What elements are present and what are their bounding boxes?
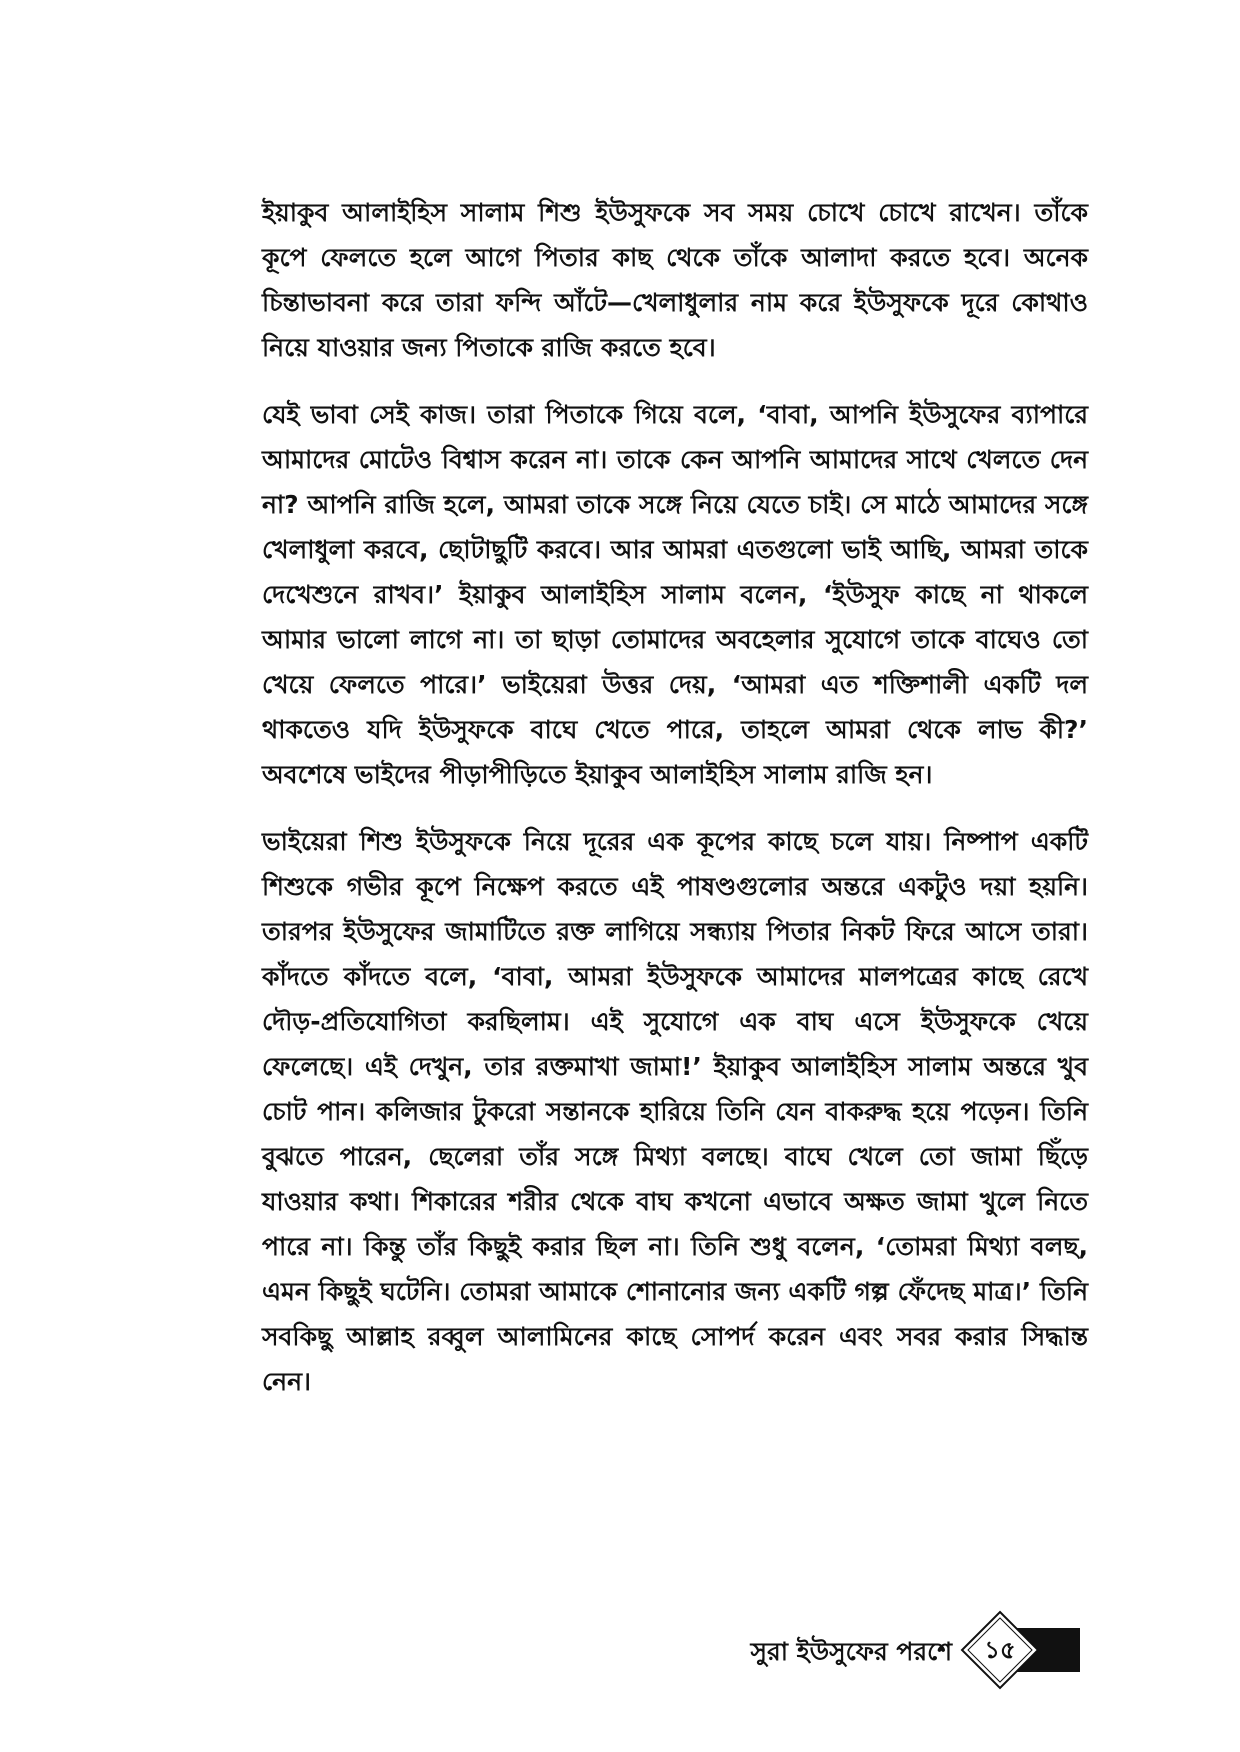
page-footer <box>0 1610 1240 1690</box>
body-text <box>262 190 1088 1426</box>
paragraph-3: ভাইয়েরা শিশু ইউসুফকে নিয়ে দূরের এক কূপের কাছে চলে যায়। নিষ্পাপ একটি শিশুকে গভীর কূপে নিক্ষেপ করতে এই পাষণ্ডগুলোর অন্তরে একটুও দয়া হয়নি। তারপর ইউসুফের জামাটিতে রক্ত লাগিয়ে সন্ধ্যায় পিতার নিকট ফিরে আসে তারা। কাঁদতে কাঁদতে বলে, ‘বাবা, আমরা ইউসুফকে আমাদের মালপত্রের কাছে রেখে দৌড়-প্রতিযোগিতা করছিলাম। এই সুযোগে এক বাঘ এসে ইউসুফকে খেয়ে ফেলেছে। এই দেখুন, তার রক্তমাখা জামা!’ ইয়াকুব আলাইহিস সালাম অন্তরে খুব চোট পান। কলিজার টুকরো সন্তানকে হারিয়ে তিনি যেন বাকরুদ্ধ হয়ে পড়েন। তিনি বুঝতে পারেন, ছেলেরা তাঁর সঙ্গে মিথ্যা বলছে। বাঘে খেলে তো জামা ছিঁড়ে যাওয়ার কথা। শিকারের শরীর থেকে বাঘ কখনো এভাবে অক্ষত জামা খুলে নিতে পারে না। কিন্তু তাঁর কিছুই করার ছিল না। তিনি শুধু বলেন, ‘তোমরা মিথ্যা বলছ, এমন কিছুই ঘটেনি। তোমরা আমাকে শোনানোর জন্য একটি গল্প ফেঁদেছ মাত্র।’ তিনি সবকিছু আল্লাহ রব্বুল আলামিনের কাছে সোপর্দ করেন এবং সবর করার সিদ্ধান্ত নেন। <box>262 827 1089 1396</box>
page-number-ornament <box>960 1610 1120 1690</box>
paragraph-2: যেই ভাবা সেই কাজ। তারা পিতাকে গিয়ে বলে, ‘বাবা, আপনি ইউসুফের ব্যাপারে আমাদের মোটেও বিশ্বাস করেন না। তাকে কেন আপনি আমাদের সাথে খেলতে দেন না? আপনি রাজি হলে, আমরা তাকে সঙ্গে নিয়ে যেতে চাই। সে মাঠে আমাদের সঙ্গে খেলাধুলা করবে, ছোটাছুটি করবে। আর আমরা এতগুলো ভাই আছি, আমরা তাকে দেখেশুনে রাখব।’ ইয়াকুব আলাইহিস সালাম বলেন, ‘ইউসুফ কাছে না থাকলে আমার ভালো লাগে না। তা ছাড়া তোমাদের অবহেলার সুযোগে তাকে বাঘেও তো খেয়ে ফেলতে পারে।’ ভাইয়েরা উত্তর দেয়, ‘আমরা এত শক্তিশালী একটি দল থাকতেও যদি ইউসুফকে বাঘে খেতে পারে, তাহলে আমরা থেকে লাভ কী?’ অবশেষে ভাইদের পীড়াপীড়িতে ইয়াকুব আলাইহিস সালাম রাজি হন। <box>262 400 1089 789</box>
paragraph-1: ইয়াকুব আলাইহিস সালাম শিশু ইউসুফকে সব সময় চোখে চোখে রাখেন। তাঁকে কূপে ফেলতে হলে আগে পিতার কাছ থেকে তাঁকে আলাদা করতে হবে। অনেক চিন্তাভাবনা করে তারা ফন্দি আঁটে—খেলাধুলার নাম করে ইউসুফকে দূরে কোথাও নিয়ে যাওয়ার জন্য পিতাকে রাজি করতে হবে। <box>262 198 1088 362</box>
page-number: ১৫ <box>984 1636 1016 1664</box>
running-title: সুরা ইউসুফের পরশে <box>750 1637 952 1666</box>
